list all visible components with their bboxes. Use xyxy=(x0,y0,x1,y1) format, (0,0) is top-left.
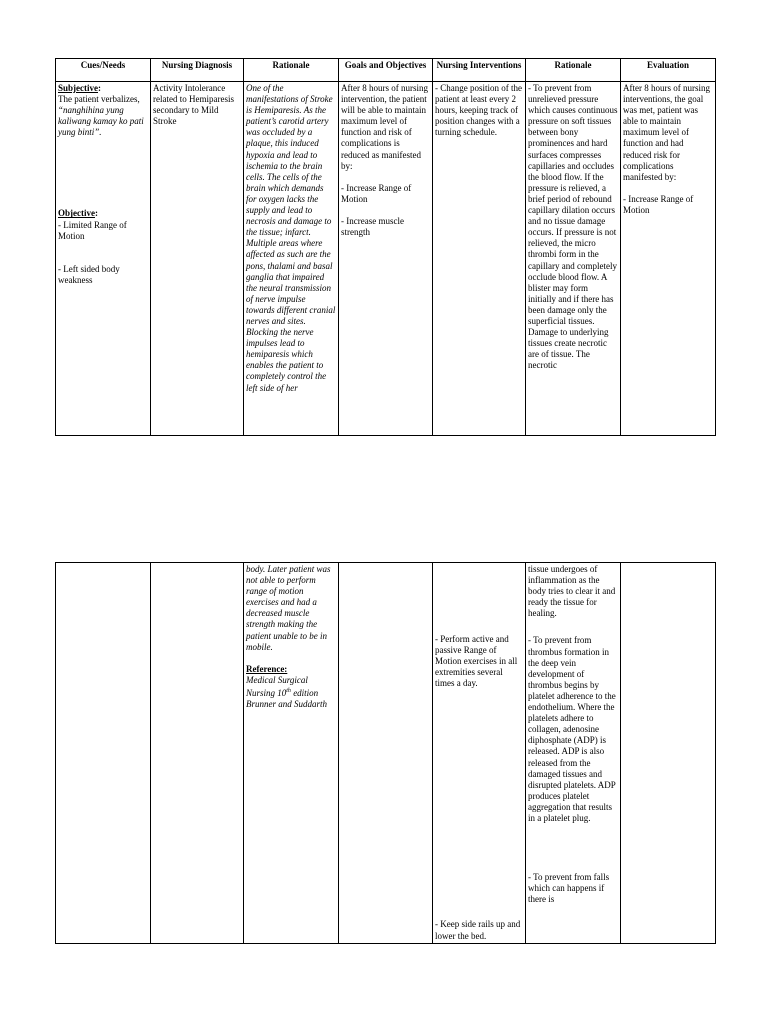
reference-label: Reference: xyxy=(246,663,288,674)
rationale2-item-3: - To prevent from falls which can happens if there is xyxy=(528,872,610,905)
subjective-label: Subjective xyxy=(58,83,98,93)
header-rationale: Rationale xyxy=(244,59,339,82)
objective-colon: : xyxy=(94,208,98,219)
rationale2-cell xyxy=(526,82,621,436)
cues-cell xyxy=(56,563,151,944)
rationale2-item-2: - To prevent from thrombus formation in the deep vein development of thrombus begins by platelet adherence to the endothelium. Where the platelets adhere to collagen, adenosine diphosphate (ADP) is released. ADP is also released from the damaged tissues and disrupted platelets. ADP produces platelet aggregation that results in a platelet plug. xyxy=(528,635,616,823)
table-row xyxy=(56,563,716,944)
evaluation-cell xyxy=(621,82,716,436)
interventions-cell xyxy=(433,82,526,436)
objective-item-2: - Left sided body weakness xyxy=(58,263,120,285)
goals-item-1: - Increase Range of Motion xyxy=(341,182,412,204)
care-plan-table-page-1 xyxy=(55,58,716,436)
rationale-cell xyxy=(244,82,339,436)
header-rationale-2: Rationale xyxy=(526,59,621,82)
header-nursing-interventions: Nursing Interventions xyxy=(433,59,526,82)
rationale-cell xyxy=(244,563,339,944)
rationale-continued-text: body. Later patient was not able to perform range of motion exercises and had a decreased muscle strength making the patient unable to be in mobile. xyxy=(246,564,331,652)
goals-cell xyxy=(339,563,433,944)
diagnosis-cell xyxy=(151,563,244,944)
goals-item-2: - Increase muscle strength xyxy=(341,215,404,238)
objective-item-1: - Limited Range of Motion xyxy=(58,219,127,241)
rationale-text: One of the manifestations of Stroke is Hemiparesis. As the patient’s carotid artery was occluded by a plaque, this induced hypoxia and lead to ischemia to the brain cells. The cells of the brain which demands for oxygen lacks the supply and lead to necrosis and damage to the tissue; infarct. Multiple areas where affected as such are the pons, thalami and basal ganglia that impaired the neural transmission of nerve impulse towards different cranial nerves and sites. Blocking the nerve impulses lead to hemiparesis which enables the patient to completely control the left side of her xyxy=(246,83,336,393)
reference-title: Medical Surgical Nursing 10 xyxy=(246,674,308,698)
evaluation-cell xyxy=(621,563,716,944)
rationale2-continued-text: tissue undergoes of inflammation as the body tries to clear it and ready the tissue for healing. xyxy=(528,564,616,619)
intervention-item-2: - Perform active and passive Range of Motion exercises in all extremities several times a day. xyxy=(435,634,518,689)
cues-cell xyxy=(56,82,151,436)
reference-edition: edition Brunner and Suddarth xyxy=(246,687,327,710)
reference-superscript: th xyxy=(286,687,291,694)
objective-label: Objective xyxy=(58,208,95,219)
rationale2-text: - To prevent from unrelieved pressure which causes continuous pressure on soft tissues between bony prominences and hard surfaces compresses capillaries and occludes the blood flow. If the pressure is relieved, a brief period of rebound capillary dilation occurs and no tissue damage occurs. If pressure is not relieved, the micro thrombi form in the capillary and completely occlude blood flow. A blister may form initially and if there has been damage only the superficial tissues. Damage to underlying tissues create necrotic are of tissue. The necrotic xyxy=(528,83,618,371)
header-nursing-diagnosis: Nursing Diagnosis xyxy=(151,59,244,82)
table-row xyxy=(56,82,716,436)
header-goals-objectives: Goals and Objectives xyxy=(339,59,433,82)
diagnosis-text: Activity Intolerance related to Hemiparesis secondary to Mild Stroke xyxy=(153,83,234,127)
evaluation-item-1: - Increase Range of Motion xyxy=(623,193,694,215)
header-cues-needs: Cues/Needs xyxy=(56,59,151,82)
header-evaluation: Evaluation xyxy=(621,59,716,82)
header-row xyxy=(56,59,716,82)
reference-text xyxy=(246,675,336,710)
interventions-cell xyxy=(433,563,526,944)
goals-cell xyxy=(339,82,433,436)
goals-text: After 8 hours of nursing intervention, the patient will be able to maintain maximum level of function and risk of complications is reduced as manifested by: xyxy=(341,83,428,171)
subjective-colon: : xyxy=(98,83,101,93)
intervention-item-1: - Change position of the patient at least every 2 hours, keeping track of position changes with a turning schedule. xyxy=(435,83,522,138)
diagnosis-cell xyxy=(151,82,244,436)
evaluation-text: After 8 hours of nursing interventions, the goal was met, patient was able to maintain maximum level of function and had reduced risk for complications manifested by: xyxy=(623,83,710,182)
rationale2-cell xyxy=(526,563,621,944)
intervention-item-3: - Keep side rails up and lower the bed. xyxy=(435,919,521,941)
subjective-quote: “nanghihina yung kaliwang kamay ko pati yung binti”. xyxy=(58,105,144,138)
subjective-text: The patient verbalizes, xyxy=(58,94,140,105)
care-plan-table-page-2 xyxy=(55,562,716,944)
